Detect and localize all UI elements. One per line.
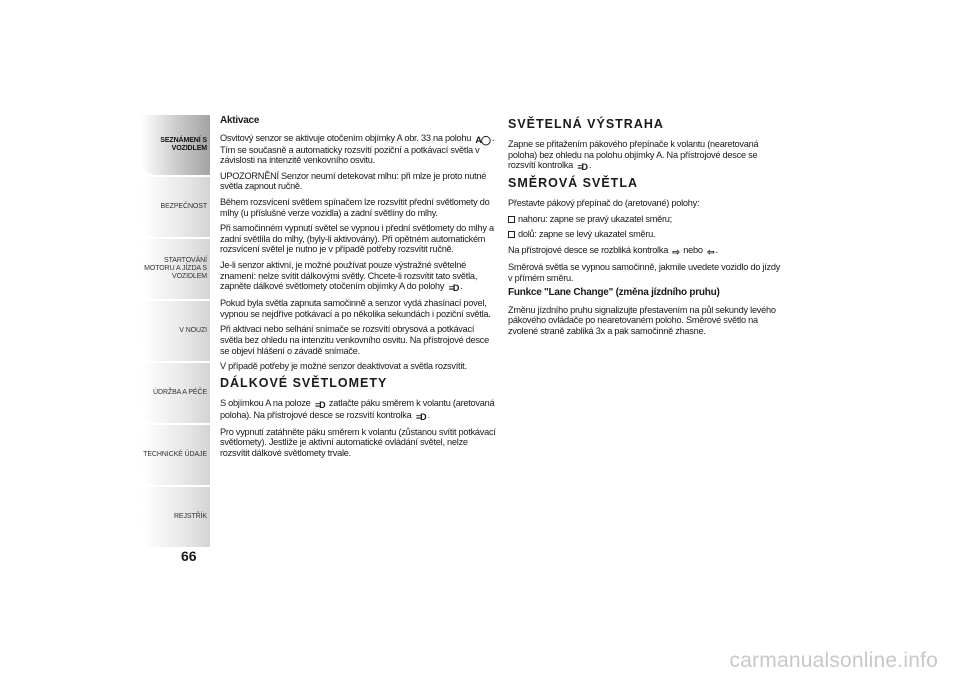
bullet-box-icon xyxy=(508,216,515,223)
paragraph: Pokud byla světla zapnuta samočinně a senzor vydá zhasínací povel, vypnou se nejdříve potkávací a po několika sekundách i poziční světla. xyxy=(220,298,491,319)
high-beam-icon: ≡D xyxy=(314,399,325,410)
tab-label: MOTORU A JÍZDA S VOZIDLEM xyxy=(144,265,207,280)
section-heading: Aktivace xyxy=(220,115,260,126)
high-beam-icon: ≡D xyxy=(577,162,588,173)
tab-label: BEZPEČNOST xyxy=(160,203,207,210)
tab-label: SEZNÁMENÍ S xyxy=(160,137,207,144)
right-column xyxy=(508,114,786,342)
left-column xyxy=(220,114,498,463)
bullet-box-icon xyxy=(508,231,515,238)
paragraph: Během rozsvícení světlem spínačem lze rozsvítit přední světlomety do mlhy (u příslušné verze vozidla) a zadní světlíny do mlhy. xyxy=(220,196,490,218)
section-heading: DÁLKOVÉ SVĚTLOMETY xyxy=(220,375,388,390)
tab-label: STARTOVÁNÍ xyxy=(164,257,207,264)
tab-startovani[interactable] xyxy=(141,239,210,299)
paragraph: Zapne se přitažením pákového přepínače k volantu (nearetovaná poloha) bez ohledu na polohu objímky A. Na přístrojové desce se rozsvítí kontrolka ≡D . xyxy=(508,139,759,173)
watermark: carmanualsonline.info xyxy=(729,649,938,672)
section-heading: SVĚTELNÁ VÝSTRAHA xyxy=(508,117,664,131)
high-beam-icon: ≡D xyxy=(415,411,426,422)
auto-light-sensor-icon: A◯ xyxy=(475,134,490,145)
list-item: dolů: zapne se levý ukazatel směru. xyxy=(508,229,786,240)
paragraph: Při aktivaci nebo selhání snímače se rozsvítí obrysová a potkávací světla bez ohledu na intenzitu venkovního osvitu. Na přístrojové desce se objeví hlášení o závadě snímače. xyxy=(220,324,490,356)
tab-udrzba-a-pece[interactable] xyxy=(141,363,210,423)
tab-seznameni-s-vozidlem[interactable] xyxy=(141,115,210,175)
high-beam-icon: ≡D xyxy=(448,283,459,294)
tab-label: TECHNICKÉ ÚDAJE xyxy=(143,451,207,458)
tab-bezpecnost[interactable] xyxy=(141,177,210,237)
paragraph: Osvitový senzor se aktivuje otočením objímky A obr. 33 na polohu A◯ . Tím se současně a automaticky rozsvítí poziční a potkávací světla v závislosti na intenzitě venkovního osvitu. xyxy=(220,132,495,166)
paragraph: Změnu jízdního pruhu signalizujte přestavením na půl sekundy levého pákového ovládače po nearetovaném poloho. Směrové světlo na zvolené straně zabliká 3x a pak samočinně zhasne. xyxy=(508,304,776,336)
tab-v-nouzi[interactable] xyxy=(141,301,210,361)
paragraph: V případě potřeby je možné senzor deaktivovat a světla rozsvítit. xyxy=(220,361,467,372)
page-number: 66 xyxy=(181,548,197,564)
tab-label: ÚDRŽBA A PÉČE xyxy=(153,389,207,396)
tab-label: V NOUZI xyxy=(179,327,207,334)
paragraph: Pro vypnutí zatáhněte páku směrem k volantu (zůstanou svítit potkávací světlomety). Jestliže je aktivní automatické ovládání světel, nelze rozsvítit dálkové světlomety trvale. xyxy=(220,426,496,458)
list-item: nahoru: zapne se pravý ukazatel směru; xyxy=(508,214,786,225)
paragraph: Při samočinném vypnutí světel se vypnou i přední světlomety do mlhy a zadní světlíla do mlhy, (byly-li aktivovány). Při opětném automatickém rozsvícení světel je nutno je v případě potřeby rozsvítit ručně. xyxy=(220,223,494,255)
tab-label: VOZIDLEM xyxy=(171,145,207,152)
chapter-sidebar xyxy=(141,115,210,549)
tab-rejstrik[interactable] xyxy=(141,487,210,547)
turn-right-arrow-icon: ⇨ xyxy=(672,246,679,257)
paragraph: Přestavte pákový přepínač do (aretované) polohy: xyxy=(508,198,700,209)
turn-left-arrow-icon: ⇦ xyxy=(707,246,714,257)
paragraph: Směrová světla se vypnou samočinně, jakmile uvedete vozidlo do jízdy v přímém směru. xyxy=(508,261,781,283)
paragraph: Na přístrojové desce se rozbliká kontrolka ⇨ nebo ⇦ . xyxy=(508,244,718,257)
section-heading: SMĚROVÁ SVĚTLA xyxy=(508,176,638,191)
section-heading: Funkce "Lane Change" (změna jízdního pruhu) xyxy=(508,287,720,299)
paragraph: Je-li senzor aktivní, je možné používat pouze výstražné světelné znamení: nelze svítit dálkovými světly. Chcete-li rozsvítit tato světla, zapněte dálkové světlomety otočením objímky A do polohy ≡D . xyxy=(220,259,478,294)
tab-technicke-udaje[interactable] xyxy=(141,425,210,485)
tab-label: REJSTŘÍK xyxy=(173,513,207,520)
paragraph: UPOZORNĚNÍ Senzor neumí detekovat mlhu: při mlze je proto nutné světla zapnout ručně. xyxy=(220,170,487,192)
paragraph: S objímkou A na poloze ≡D zatlačte páku směrem k volantu (aretovaná poloha). Na přístrojové desce se rozsvítí kontrolka ≡D . xyxy=(220,397,495,422)
